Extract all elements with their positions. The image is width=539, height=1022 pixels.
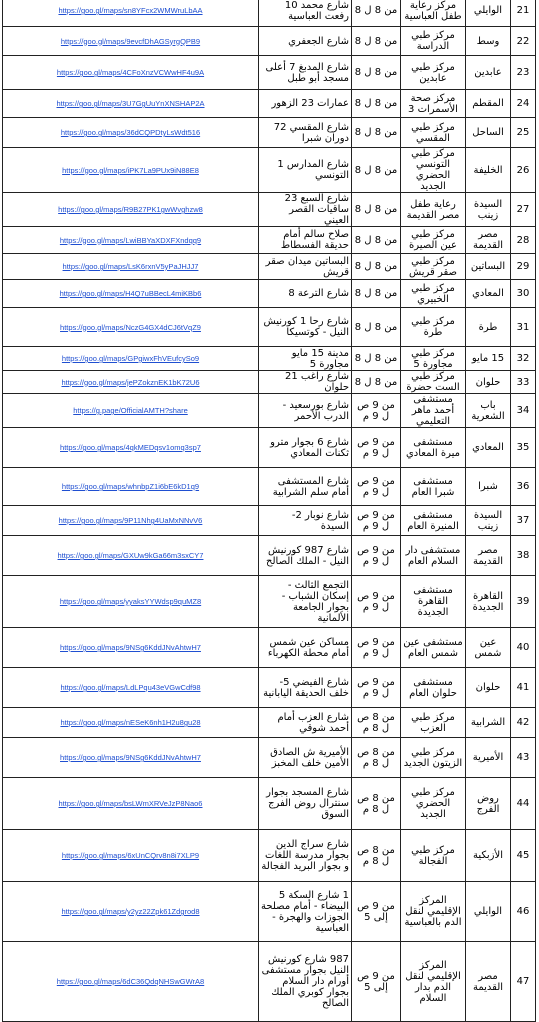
facility-cell: مركز طبي صقر قريش bbox=[401, 254, 466, 280]
row-number-cell: 30 bbox=[511, 280, 536, 308]
hours-cell: من 9 ص ل 9 م bbox=[352, 506, 401, 536]
row-number-cell: 26 bbox=[511, 148, 536, 193]
facility-cell: المركز الإقليمي لنقل الدم بالعباسية bbox=[401, 882, 466, 942]
facility-cell: مستشفى شبرا العام bbox=[401, 468, 466, 506]
row-number-cell: 21 bbox=[511, 0, 536, 27]
table-row bbox=[3, 308, 536, 347]
row-number-cell: 31 bbox=[511, 308, 536, 347]
district-cell: مصر القديمة bbox=[466, 227, 511, 254]
map-link[interactable]: https://goo.gl/maps/sn8YFcx2WMWruLbAA bbox=[3, 0, 259, 27]
map-link[interactable]: https://goo.gl/maps/LdLPqu43eVGwCdf98 bbox=[3, 668, 259, 708]
hours-cell: من 8 ل 8 bbox=[352, 227, 401, 254]
address-cell: البساتين ميدان صقر قريش bbox=[259, 254, 352, 280]
facility-cell: مستشفى أحمد ماهر التعليمي bbox=[401, 394, 466, 428]
hours-cell: من 8 ص ل 8 م bbox=[352, 830, 401, 882]
map-link[interactable]: https://goo.gl/maps/LwiBBYaXDXFXndqq9 bbox=[3, 227, 259, 254]
map-link[interactable]: https://goo.gl/maps/GPgiwxFhVEufcySo9 bbox=[3, 347, 259, 371]
hours-cell: من 9 ص ل 9 م bbox=[352, 576, 401, 628]
hours-cell: من 8 ل 8 bbox=[352, 118, 401, 148]
row-number-cell: 24 bbox=[511, 90, 536, 118]
table-row bbox=[3, 830, 536, 882]
district-cell: طرة bbox=[466, 308, 511, 347]
map-link[interactable]: https://goo.gl/maps/R9B27PK1gwWvghzw8 bbox=[3, 193, 259, 227]
map-link[interactable]: https://goo.gl/maps/9P11Nhg4UaMxNNvV6 bbox=[3, 506, 259, 536]
district-cell: باب الشعرية bbox=[466, 394, 511, 428]
hours-cell: من 8 ل 8 bbox=[352, 254, 401, 280]
facility-cell: مركز طبي الفجالة bbox=[401, 830, 466, 882]
facility-cell: مركز طبي مجاورة 5 bbox=[401, 347, 466, 371]
table-row bbox=[3, 668, 536, 708]
row-number-cell: 38 bbox=[511, 536, 536, 576]
district-cell: الأزبكية bbox=[466, 830, 511, 882]
district-cell: شبرا bbox=[466, 468, 511, 506]
facility-cell: مركز طبي الست حضرة bbox=[401, 371, 466, 394]
district-cell: مصر القديمة bbox=[466, 536, 511, 576]
district-cell: الساحل bbox=[466, 118, 511, 148]
map-link[interactable]: https://goo.gl/maps/3U7GgUuYnXNSHAP2A bbox=[3, 90, 259, 118]
table-row bbox=[3, 371, 536, 394]
facility-cell: مركز طبي طرة bbox=[401, 308, 466, 347]
row-number-cell: 23 bbox=[511, 56, 536, 90]
facility-cell: مركز طبي الخبيري bbox=[401, 280, 466, 308]
facility-cell: المركز الإقليمي لنقل الدم بدار السلام bbox=[401, 942, 466, 1022]
address-cell: التجمع الثالث - إسكان الشباب - بجوار الجامعة الألمانية bbox=[259, 576, 352, 628]
address-cell: شارع المسجد بجوار سنترال روض الفرج السوق bbox=[259, 778, 352, 830]
row-number-cell: 42 bbox=[511, 708, 536, 738]
map-link[interactable]: https://goo.gl/maps/9NSg6KddJNvAhtwH7 bbox=[3, 628, 259, 668]
table-row bbox=[3, 193, 536, 227]
table-row bbox=[3, 227, 536, 254]
hours-cell: من 8 ص ل 8 م bbox=[352, 738, 401, 778]
address-cell: شارع المدبغ 7 أعلى مسجد أبو طبل bbox=[259, 56, 352, 90]
address-cell: 987 شارع كورنيش النيل بجوار مستشفى أورام دار السلام بجوار كوبري الملك الصالح bbox=[259, 942, 352, 1022]
map-link[interactable]: https://goo.gl/maps/H4Q7uBBecL4miKBb6 bbox=[3, 280, 259, 308]
row-number-cell: 36 bbox=[511, 468, 536, 506]
table-row bbox=[3, 628, 536, 668]
table-row bbox=[3, 738, 536, 778]
address-cell: الأميرية ش الصادق الأمين خلف المخبز bbox=[259, 738, 352, 778]
map-link[interactable]: https://goo.gl/maps/nESeK6nh1H2u8gu28 bbox=[3, 708, 259, 738]
facility-cell: مركز طبي العزب bbox=[401, 708, 466, 738]
table-body bbox=[3, 0, 536, 1022]
table-row bbox=[3, 576, 536, 628]
district-cell: الوايلي bbox=[466, 882, 511, 942]
district-cell: مصر القديمة bbox=[466, 942, 511, 1022]
address-cell: شارع رحا 1 كورنيش النيل - كوتسيكا bbox=[259, 308, 352, 347]
district-cell: القاهرة الجديدة bbox=[466, 576, 511, 628]
table-row bbox=[3, 90, 536, 118]
row-number-cell: 22 bbox=[511, 27, 536, 56]
hours-cell: من 8 ل 8 bbox=[352, 90, 401, 118]
facility-cell: مستشفى عين شمس العام bbox=[401, 628, 466, 668]
facility-cell: مستشفى ميرة المعادي bbox=[401, 428, 466, 468]
hours-cell: من 9 ص ل 9 م bbox=[352, 628, 401, 668]
facility-cell: مركز طبي الحضري الجديد bbox=[401, 778, 466, 830]
address-cell: مدينة 15 مايو مجاورة 5 bbox=[259, 347, 352, 371]
map-link[interactable]: https://goo.gl/maps/LsK6rxnV5yPaJHJJ7 bbox=[3, 254, 259, 280]
row-number-cell: 27 bbox=[511, 193, 536, 227]
hours-cell: من 9 ص ل 9 م bbox=[352, 394, 401, 428]
table-row bbox=[3, 942, 536, 1022]
row-number-cell: 47 bbox=[511, 942, 536, 1022]
address-cell: شارع المستشفى أمام سلم الشرابية bbox=[259, 468, 352, 506]
row-number-cell: 33 bbox=[511, 371, 536, 394]
map-link[interactable]: https://goo.gl/maps/yyaksYYWdsp9quMZ8 bbox=[3, 576, 259, 628]
facility-cell: مركز صحة الأسمرات 3 bbox=[401, 90, 466, 118]
facility-cell: رعاية طفل مصر القديمة bbox=[401, 193, 466, 227]
address-cell: شارع المقسي 72 دوران شبرا bbox=[259, 118, 352, 148]
row-number-cell: 46 bbox=[511, 882, 536, 942]
row-number-cell: 40 bbox=[511, 628, 536, 668]
address-cell: مساكن عين شمس أمام محطة الكهرباء bbox=[259, 628, 352, 668]
map-link[interactable]: https://goo.gl/maps/GXUw9kGa66m3sxCY7 bbox=[3, 536, 259, 576]
district-cell: البساتين bbox=[466, 254, 511, 280]
map-link[interactable]: https://goo.gl/maps/NczG4GX4dCJ6tVqZ9 bbox=[3, 308, 259, 347]
address-cell: شارع راغب 21 حلوان bbox=[259, 371, 352, 394]
map-link[interactable]: https://goo.gl/maps/6dC36QdqNHSwGWrA8 bbox=[3, 942, 259, 1022]
row-number-cell: 35 bbox=[511, 428, 536, 468]
facility-cell: مركز طبي التونسي الحضري الجديد bbox=[401, 148, 466, 193]
table-row bbox=[3, 468, 536, 506]
hours-cell: من 9 ص إلى 5 bbox=[352, 942, 401, 1022]
hours-cell: من 8 ل 8 bbox=[352, 0, 401, 27]
map-link[interactable]: https://goo.gl/maps/jePZokznEK1bK72U6 bbox=[3, 371, 259, 394]
district-cell: حلوان bbox=[466, 668, 511, 708]
map-link[interactable]: https://goo.gl/maps/6xUnCQrv8n8i7XLP9 bbox=[3, 830, 259, 882]
table-row bbox=[3, 280, 536, 308]
row-number-cell: 29 bbox=[511, 254, 536, 280]
district-cell: عابدين bbox=[466, 56, 511, 90]
district-cell: الشرابية bbox=[466, 708, 511, 738]
table-row bbox=[3, 56, 536, 90]
district-cell: الوايلي bbox=[466, 0, 511, 27]
facility-cell: مركز رعاية طفل العباسية bbox=[401, 0, 466, 27]
address-cell: شارع سراج الدين بجوار مدرسة اللغات و بجوار البريد الفجالة bbox=[259, 830, 352, 882]
address-cell: شارع محمد 10 رفعت العباسية bbox=[259, 0, 352, 27]
hours-cell: من 9 ص إلى 5 bbox=[352, 882, 401, 942]
facility-cell: مركز طبي الدراسة bbox=[401, 27, 466, 56]
address-cell: شارع المدارس 1 التونسي bbox=[259, 148, 352, 193]
table-row bbox=[3, 148, 536, 193]
row-number-cell: 39 bbox=[511, 576, 536, 628]
table-row bbox=[3, 536, 536, 576]
address-cell: شارع العزب أمام أحمد شوقي bbox=[259, 708, 352, 738]
table-row bbox=[3, 27, 536, 56]
row-number-cell: 44 bbox=[511, 778, 536, 830]
district-cell: عين شمس bbox=[466, 628, 511, 668]
hours-cell: من 8 ل 8 bbox=[352, 148, 401, 193]
facility-cell: مستشفى حلوان العام bbox=[401, 668, 466, 708]
table-row bbox=[3, 254, 536, 280]
hours-cell: من 9 ص ل 9 م bbox=[352, 536, 401, 576]
facility-cell: مستشفى المنيرة العام bbox=[401, 506, 466, 536]
district-cell: السيدة زينب bbox=[466, 193, 511, 227]
map-link[interactable]: https://goo.gl/maps/4CFoXnzVCWwHF4u9A bbox=[3, 56, 259, 90]
address-cell: شارع نوبار 2- السيدة bbox=[259, 506, 352, 536]
map-link[interactable]: https://goo.gl/maps/4qkMEDqsv1omq3sp7 bbox=[3, 428, 259, 468]
hours-cell: من 8 ص ل 8 م bbox=[352, 778, 401, 830]
table-row bbox=[3, 882, 536, 942]
district-cell: المعادي bbox=[466, 280, 511, 308]
table-row bbox=[3, 506, 536, 536]
table-row bbox=[3, 708, 536, 738]
map-link[interactable]: https://goo.gl/maps/9NSg6KddJNvAhtwH7 bbox=[3, 738, 259, 778]
facility-cell: مركز طبي عابدين bbox=[401, 56, 466, 90]
table-row bbox=[3, 394, 536, 428]
hours-cell: من 8 ل 8 bbox=[352, 280, 401, 308]
hours-cell: من 8 ص ل 8 م bbox=[352, 708, 401, 738]
map-link[interactable]: https://goo.gl/maps/whnbpZ1i6bE6kD1q9 bbox=[3, 468, 259, 506]
address-cell: شارع الجعفري bbox=[259, 27, 352, 56]
hours-cell: من 8 ل 8 bbox=[352, 371, 401, 394]
address-cell: شارع بورسعيد - الدرب الأحمر bbox=[259, 394, 352, 428]
facility-cell: مستشفى دار السلام العام bbox=[401, 536, 466, 576]
district-cell: 15 مايو bbox=[466, 347, 511, 371]
district-cell: الخليفة bbox=[466, 148, 511, 193]
map-link[interactable]: https://goo.gl/maps/iPK7La9PUx9iN88E8 bbox=[3, 148, 259, 193]
facility-cell: مركز طبي الزيتون الجديد bbox=[401, 738, 466, 778]
table-row bbox=[3, 778, 536, 830]
district-cell: حلوان bbox=[466, 371, 511, 394]
row-number-cell: 37 bbox=[511, 506, 536, 536]
hours-cell: من 9 ص ل 9 م bbox=[352, 468, 401, 506]
address-cell: صلاح سالم أمام حديقة الفسطاط bbox=[259, 227, 352, 254]
row-number-cell: 32 bbox=[511, 347, 536, 371]
address-cell: شارع 987 كورنيش النيل - الملك الصالح bbox=[259, 536, 352, 576]
district-cell: وسط bbox=[466, 27, 511, 56]
map-link[interactable]: https://goo.gl/maps/bsLWmXRVeJzP8Nao6 bbox=[3, 778, 259, 830]
row-number-cell: 25 bbox=[511, 118, 536, 148]
map-link[interactable]: https://g.page/OfficialAMTH?share bbox=[3, 394, 259, 428]
hours-cell: من 8 ل 8 bbox=[352, 27, 401, 56]
hours-cell: من 8 ل 8 bbox=[352, 347, 401, 371]
address-cell: شارع الفيضي 5- خلف الحديقة اليابانية bbox=[259, 668, 352, 708]
district-cell: روض الفرج bbox=[466, 778, 511, 830]
address-cell: عمارات 23 الزهور bbox=[259, 90, 352, 118]
table-row bbox=[3, 347, 536, 371]
district-cell: المقطم bbox=[466, 90, 511, 118]
facility-cell: مركز طبي المقسي bbox=[401, 118, 466, 148]
map-link[interactable]: https://goo.gl/maps/36dCQPDtyLsWdt516 bbox=[3, 118, 259, 148]
table-row bbox=[3, 428, 536, 468]
address-cell: 1 شارع السكة 5 البيضاء - أمام مصلحة الجوزات والهجرة - العباسية bbox=[259, 882, 352, 942]
address-cell: شارع 6 بجوار مترو ثكنات المعادي bbox=[259, 428, 352, 468]
locations-table bbox=[2, 0, 536, 1022]
facility-cell: مستشفى القاهرة الجديدة bbox=[401, 576, 466, 628]
row-number-cell: 45 bbox=[511, 830, 536, 882]
district-cell: الأميرية bbox=[466, 738, 511, 778]
hours-cell: من 8 ل 8 bbox=[352, 193, 401, 227]
map-link[interactable]: https://goo.gl/maps/y2yz22Zpk61Zdgrod8 bbox=[3, 882, 259, 942]
facility-cell: مركز طبي عين الصيرة bbox=[401, 227, 466, 254]
hours-cell: من 9 ص ل 9 م bbox=[352, 668, 401, 708]
map-link[interactable]: https://goo.gl/maps/9evcfDhAGSyrgQPB9 bbox=[3, 27, 259, 56]
hours-cell: من 9 ص ل 9 م bbox=[352, 428, 401, 468]
district-cell: السيدة زينب bbox=[466, 506, 511, 536]
address-cell: شارع السبع 23 ساقيات القصر العيني bbox=[259, 193, 352, 227]
table-row bbox=[3, 0, 536, 27]
hours-cell: من 8 ل 8 bbox=[352, 308, 401, 347]
district-cell: المعادي bbox=[466, 428, 511, 468]
hours-cell: من 8 ل 8 bbox=[352, 56, 401, 90]
table-row bbox=[3, 118, 536, 148]
row-number-cell: 34 bbox=[511, 394, 536, 428]
row-number-cell: 43 bbox=[511, 738, 536, 778]
row-number-cell: 41 bbox=[511, 668, 536, 708]
address-cell: شارع الترعة 8 bbox=[259, 280, 352, 308]
row-number-cell: 28 bbox=[511, 227, 536, 254]
